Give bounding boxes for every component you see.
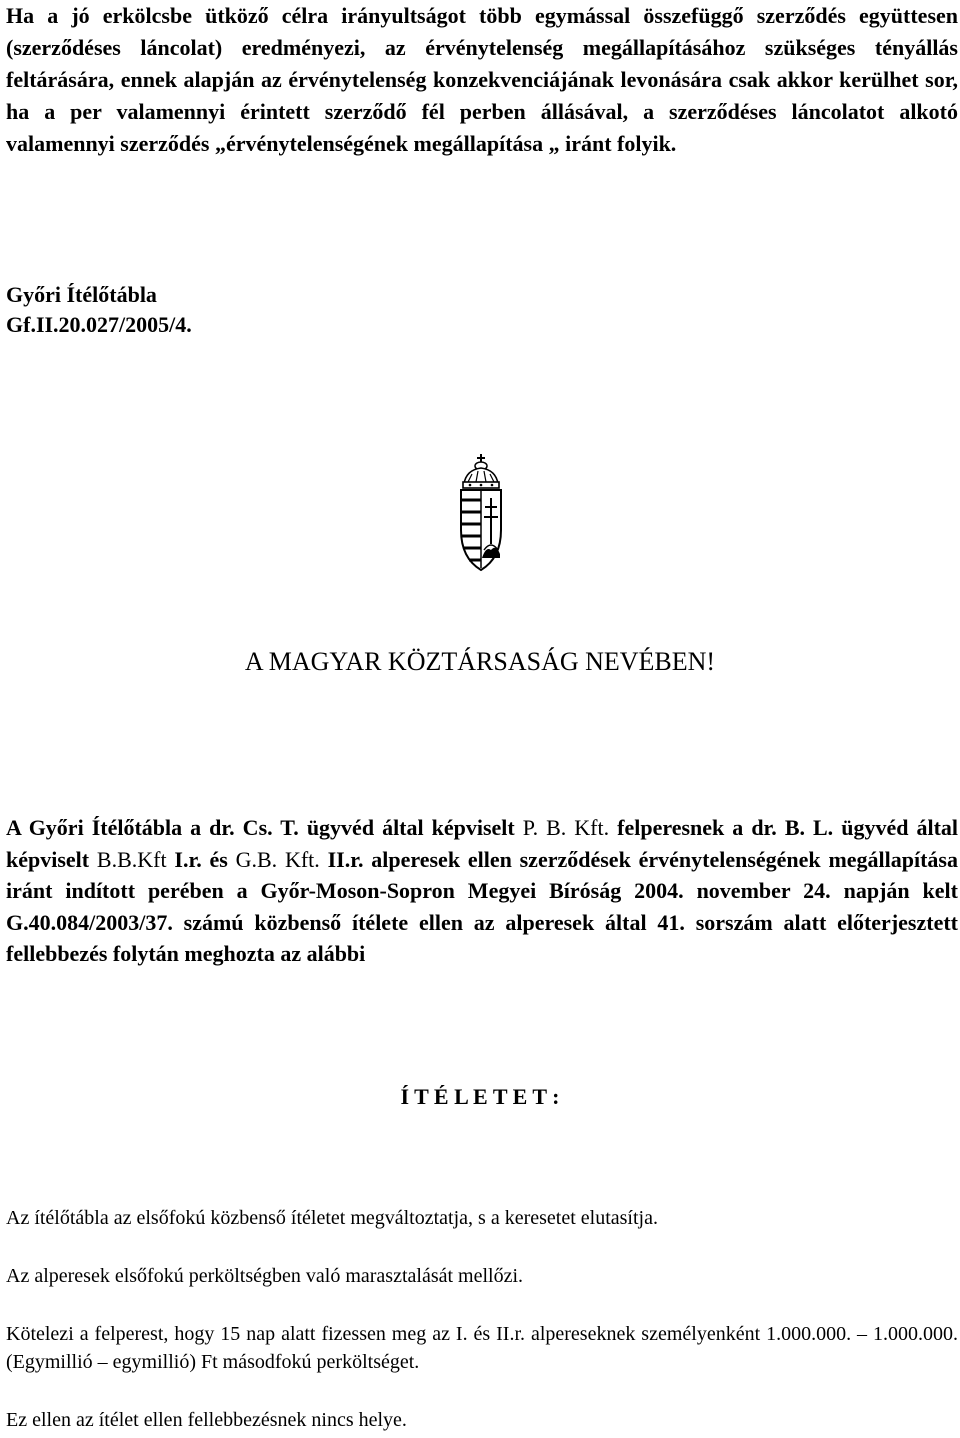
plaintiff-name: P. B. Kft. xyxy=(522,815,610,840)
hungarian-coat-of-arms-icon xyxy=(458,454,504,572)
decree-paragraph xyxy=(6,812,958,970)
decree-text-3: I.r. és xyxy=(166,846,236,872)
verdict-paragraph-4: Ez ellen az ítélet ellen fellebbezésnek nincs helye. xyxy=(6,1409,407,1431)
intro-paragraph: Ha a jó erkölcsbe ütköző célra irányultságot több egymással összefüggő szerződés együttesen (szerződéses láncolat) eredményezi, az érvénytelenség megállapításához szükséges tényállás feltárására, ennek alapján az érvénytelenség konzekvenciájának levonására csak akkor kerülhet sor, ha a per valamennyi érintett szerződő fél perben állásával, a szerződéses láncolatot alkotó valamennyi szerződés „érvénytelenségének megállapítása „ iránt folyik. xyxy=(6,3,958,156)
court-name: Győri Ítélőtábla xyxy=(6,282,157,307)
verdict-title: Í T É L E T E T : xyxy=(400,1084,560,1109)
verdict-paragraph-3: Kötelezi a felperest, hogy 15 nap alatt fizessen meg az I. és II.r. alpereseknek személyenként 1.000.000. – 1.000.000. (Egymillió – egymillió) Ft másodfokú perköltséget. xyxy=(6,1323,958,1373)
case-number: Gf.II.20.027/2005/4. xyxy=(6,312,192,337)
verdict-paragraph-1: Az ítélőtábla az elsőfokú közbenső ítéletet megváltoztatja, s a keresetet elutasítja. xyxy=(6,1207,658,1229)
decree-text-4: II.r. alperesek ellen szerződések érvénytelenségének megállapítása iránt indított perében a Győr-Moson-Sopron Megyei Bíróság 2004. november 24. napján kelt G.40.084/2003/37. számú közbenső ítélete ellen az alperesek által 41. sorszám alatt előterjesztett fellebbezés folytán meghozta az alábbi xyxy=(6,846,958,966)
court-block xyxy=(6,280,192,340)
decree-text-1: A Győri Ítélőtábla a dr. Cs. T. ügyvéd által képviselt xyxy=(6,815,523,840)
decree-text-2: felperesnek a dr. B. L. ügyvéd által képviselt xyxy=(6,815,959,872)
defendant-2-name: G.B. Kft. xyxy=(235,846,320,872)
verdict-paragraph-2: Az alperesek elsőfokú perköltségben való marasztalását mellőzi. xyxy=(6,1265,524,1287)
defendant-1-name: B.B.Kft xyxy=(96,846,167,872)
republic-heading: A MAGYAR KÖZTÁRSASÁG NEVÉBEN! xyxy=(244,647,716,676)
